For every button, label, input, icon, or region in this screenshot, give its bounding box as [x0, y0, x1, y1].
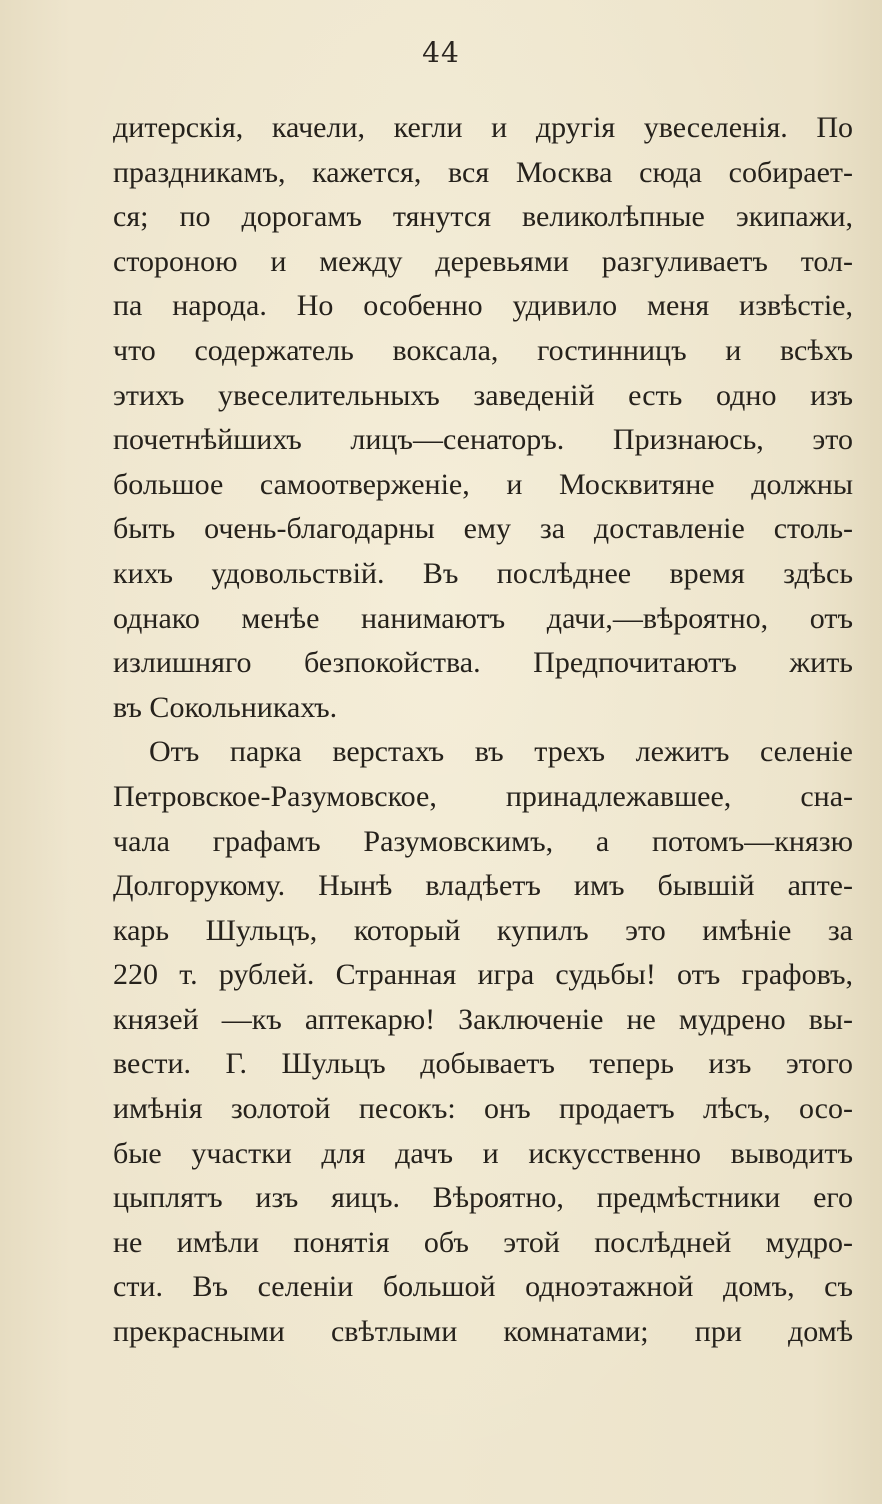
- text-line: Долгорукому. Нынѣ владѣетъ имъ бывшій апте-: [113, 869, 853, 903]
- text-line: имѣнія золотой песокъ: онъ продаетъ лѣсъ, осо-: [113, 1092, 853, 1126]
- text-line: сти. Въ селеніи большой одноэтажной домъ, съ: [113, 1270, 853, 1304]
- text-line: князей —къ аптекарю! Заключеніе не мудрено вы-: [113, 1002, 853, 1036]
- text-line: вести. Г. Шульцъ добываетъ теперь изъ этого: [113, 1047, 853, 1081]
- text-line: ся; по дорогамъ тянутся великолѣпные экипажи,: [113, 200, 853, 234]
- text-line: однако менѣе нанимаютъ дачи,—вѣроятно, отъ: [113, 601, 853, 635]
- text-line: бые участки для дачъ и искусственно выводитъ: [113, 1136, 853, 1170]
- text-line: этихъ увеселительныхъ заведеній есть одно изъ: [113, 378, 853, 412]
- text-line: что содержатель воксала, гостинницъ и всѣхъ: [113, 333, 853, 367]
- paragraph-start-line: Отъ парка верстахъ въ трехъ лежитъ селеніе: [149, 735, 853, 769]
- text-line: прекрасными свѣтлыми комнатами; при домѣ: [113, 1315, 853, 1349]
- text-line: цыплятъ изъ яицъ. Вѣроятно, предмѣстники его: [113, 1181, 853, 1215]
- text-line: излишняго безпокойства. Предпочитаютъ жить: [113, 646, 853, 680]
- text-line: почетнѣйшихъ лицъ—сенаторъ. Признаюсь, это: [113, 423, 853, 457]
- text-line: Петровское-Разумовское, принадлежавшее, сна-: [113, 779, 853, 813]
- text-line: большое самоотверженіе, и Москвитяне должны: [113, 467, 853, 501]
- text-line: дитерскія, качели, кегли и другія увеселенія. По: [113, 111, 853, 144]
- text-line: па народа. Но особенно удивило меня извѣстіе,: [113, 289, 853, 323]
- text-line: чала графамъ Разумовскимъ, а потомъ—князю: [113, 824, 853, 858]
- text-line: праздникамъ, кажется, вся Москва сюда собирает-: [113, 155, 853, 189]
- text-line: въ Сокольникахъ.: [113, 690, 338, 724]
- text-line: кихъ удовольствій. Въ послѣднее время здѣсь: [113, 556, 853, 590]
- text-line: не имѣли понятія объ этой послѣдней мудро-: [113, 1225, 853, 1259]
- text-line: быть очень-благодарны ему за доставленіе столь-: [113, 512, 853, 546]
- page-text: [113, 106, 853, 1355]
- text-line: 220 т. рублей. Странная игра судьбы! отъ графовъ,: [113, 958, 853, 992]
- page-number: 44: [422, 36, 460, 69]
- text-line: стороною и между деревьями разгуливаетъ тол-: [113, 244, 853, 278]
- text-line: карь Шульцъ, который купилъ это имѣніе за: [113, 913, 853, 947]
